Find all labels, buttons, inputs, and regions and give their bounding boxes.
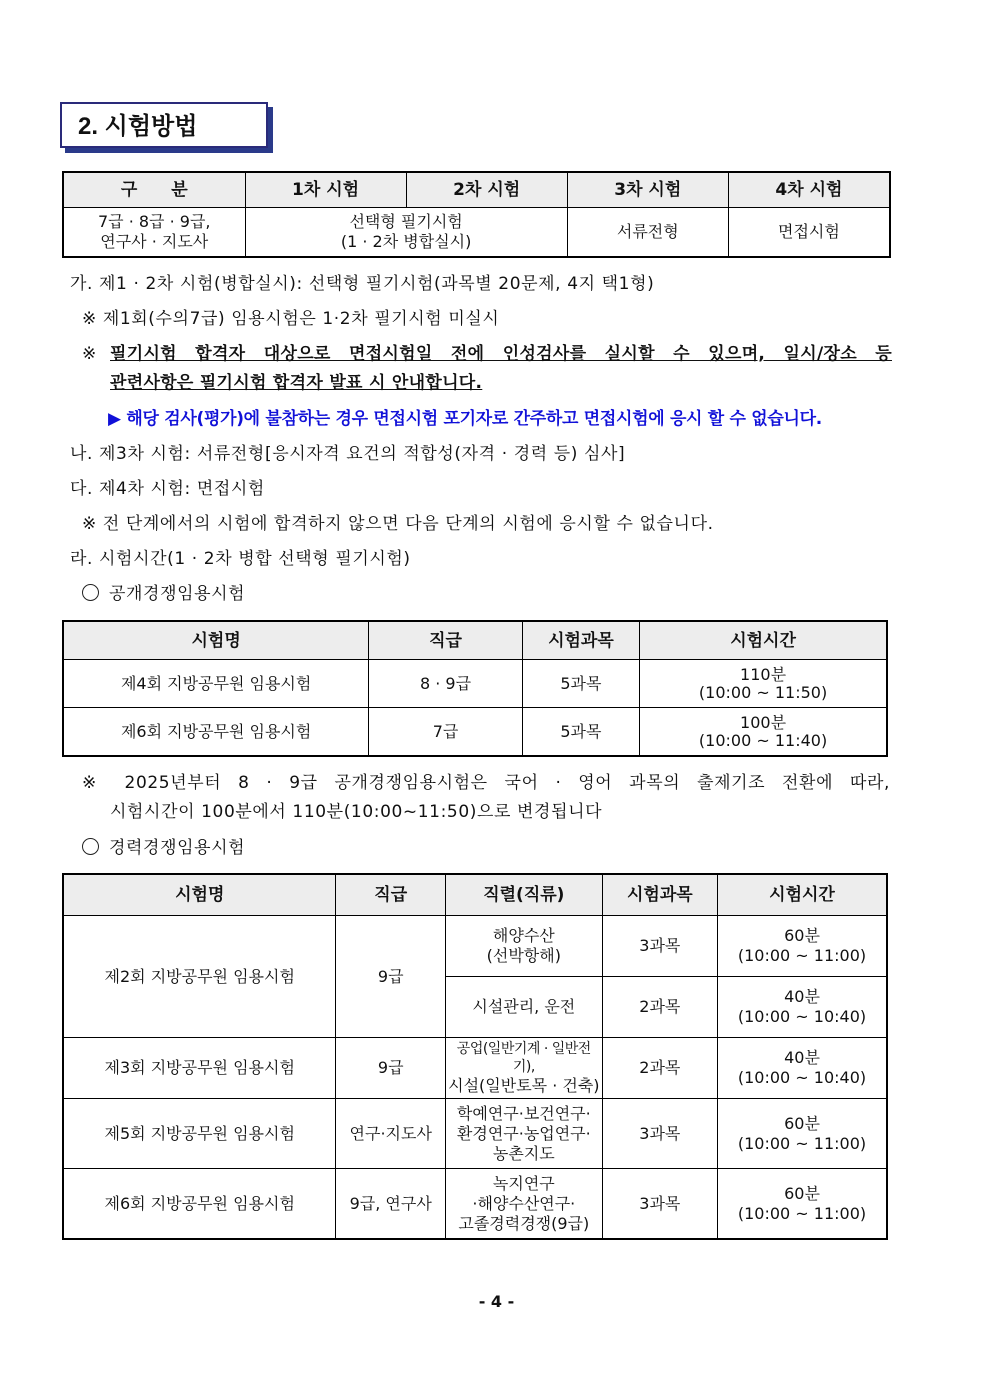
- circle-bullet-icon: [82, 584, 99, 601]
- col-header: 시험시간: [640, 621, 887, 660]
- col-header: 시험명: [63, 874, 336, 916]
- written-exam-cell: 선택형 필기시험 (1 · 2차 병합실시): [245, 208, 567, 258]
- note-3: ※ 전 단계에서의 시험에 합격하지 않으면 다음 단계의 시험에 응시할 수 없습니다.: [82, 514, 714, 534]
- note-2-line-1: 필기시험 합격자 대상으로 면접시험일 전에 인성검사를 실시할 수 있으며, 일시/장소 등: [110, 344, 892, 364]
- col-header: 직렬(직류): [445, 874, 602, 916]
- warning-line: ▶ 해당 검사(평가)에 불참하는 경우 면접시험 포기자로 간주하고 면접시험에 응시 할 수 없습니다.: [108, 409, 822, 429]
- col-header: 4차 시험: [728, 172, 890, 208]
- item-na: 나. 제3차 시험: 서류전형[응시자격 요건의 적합성(자격 · 경력 등) 심사]: [70, 444, 626, 464]
- col-header: 2차 시험: [406, 172, 567, 208]
- col-header: 3차 시험: [567, 172, 728, 208]
- table-row: 제4회 지방공무원 임용시험 8 · 9급 5과목 110분 (10:00 ~ 11:50): [63, 660, 887, 708]
- note-4-line-2: 시험시간이 100분에서 110분(10:00~11:50)으로 변경됩니다: [110, 802, 603, 822]
- col-header: 구 분: [63, 172, 245, 208]
- table-row: 시설관리, 운전 2과목 40분 (10:00 ~ 10:40): [63, 977, 887, 1038]
- table-row: 제2회 지방공무원 임용시험 9급 해양수산 (선박항해) 3과목 60분 (10:00 ~ 11:00): [63, 916, 887, 977]
- item-ra: 라. 시험시간(1 · 2차 병합 선택형 필기시험): [70, 549, 411, 569]
- col-header: 1차 시험: [245, 172, 406, 208]
- note-1: ※ 제1회(수의7급) 임용시험은 1·2차 필기시험 미실시: [82, 309, 500, 329]
- table-row: [63, 208, 890, 258]
- career-exam-table: [62, 873, 888, 1240]
- career-exam-heading: 경력경쟁임용시험: [82, 836, 245, 860]
- item-ga: 가. 제1 · 2차 시험(병합실시): 선택형 필기시험(과목별 20문제, 4지 택1형): [70, 274, 655, 294]
- note-2-mark: ※: [82, 344, 97, 364]
- col-header: 시험명: [63, 621, 369, 660]
- open-exam-heading: 공개경쟁임용시험: [82, 582, 245, 606]
- table-row: 제5회 지방공무원 임용시험 연구·지도사 학예연구·보건연구· 환경연구·농업연구· 농촌지도 3과목 60분 (10:00 ~ 11:00): [63, 1099, 887, 1169]
- section-title: 2. 시험방법: [60, 102, 268, 148]
- col-header: 직급: [369, 621, 522, 660]
- page-number: - 4 -: [478, 1292, 515, 1311]
- col-header: 직급: [336, 874, 445, 916]
- interview-cell: 면접시험: [728, 208, 890, 258]
- document-screening-cell: 서류전형: [567, 208, 728, 258]
- open-exam-table: [62, 620, 888, 757]
- table-row: 제6회 지방공무원 임용시험 7급 5과목 100분 (10:00 ~ 11:40): [63, 708, 887, 757]
- circle-bullet-icon: [82, 838, 99, 855]
- table-row: 제3회 지방공무원 임용시험 9급 공업(일반기계 · 일반전기), 시설(일반토목 · 건축) 2과목 40분 (10:00 ~ 10:40): [63, 1038, 887, 1099]
- exam-stage-table: [62, 171, 891, 258]
- item-da: 다. 제4차 시험: 면접시험: [70, 479, 265, 499]
- col-header: 시험시간: [717, 874, 887, 916]
- grade-cell: 7급 · 8급 · 9급, 연구사 · 지도사: [63, 208, 245, 258]
- note-2-line-2: 관련사항은 필기시험 합격자 발표 시 안내합니다.: [110, 373, 483, 393]
- note-4-line-1: ※ 2025년부터 8 · 9급 공개경쟁임용시험은 국어 · 영어 과목의 출제기조 전환에 따라,: [82, 773, 890, 793]
- col-header: 시험과목: [522, 621, 639, 660]
- table-row: 제6회 지방공무원 임용시험 9급, 연구사 녹지연구 ·해양수산연구· 고졸경력경쟁(9급) 3과목 60분 (10:00 ~ 11:00): [63, 1169, 887, 1240]
- col-header: 시험과목: [602, 874, 717, 916]
